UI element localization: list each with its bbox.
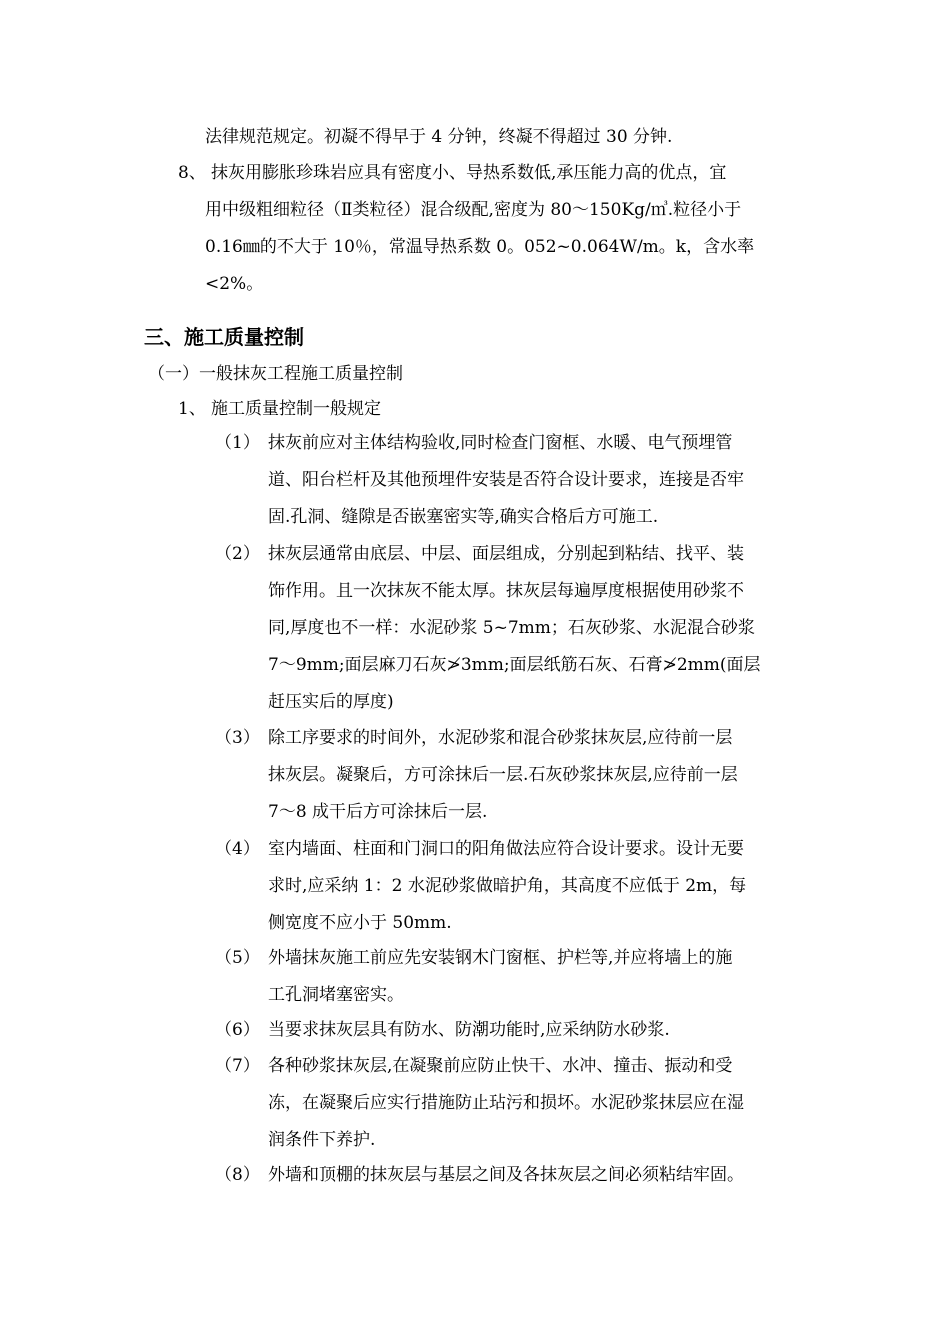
item-line: 赶压实后的厚度): [268, 692, 394, 712]
paragraph-line: 法律规范规定。初凝不得早于 4 分钟，终凝不得超过 30 分钟.: [205, 127, 673, 147]
item-number: （5）: [215, 948, 260, 968]
item-line: 外墙抹灰施工前应先安装钢木门窗框、护栏等,并应将墙上的施: [268, 948, 733, 968]
item-number: （4）: [215, 839, 260, 859]
item-line: 抹灰层。凝聚后，方可涂抹后一层.石灰砂浆抹灰层,应待前一层: [268, 765, 738, 785]
item-line: 固.孔洞、缝隙是否嵌塞密实等,确实合格后方可施工.: [268, 507, 659, 527]
section-heading: 三、施工质量控制: [144, 325, 304, 349]
item-line: 抹灰层通常由底层、中层、面层组成，分别起到粘结、找平、装: [268, 544, 744, 564]
paragraph-line: 用中级粗细粒径（Ⅱ类粒径）混合级配,密度为 80～150Kg/㎥.粒径小于: [205, 200, 742, 220]
item-line: 外墙和顶棚的抹灰层与基层之间及各抹灰层之间必须粘结牢固。: [268, 1165, 744, 1185]
item-line: 侧宽度不应小于 50mm.: [268, 913, 452, 933]
item-line: 求时,应采纳 1：2 水泥砂浆做暗护角，其高度不应低于 2m，每: [268, 876, 747, 896]
item-line: 工孔洞堵塞密实。: [268, 985, 404, 1005]
item-line: 7～8 成干后方可涂抹后一层.: [268, 802, 488, 822]
list-number: 1、: [178, 399, 206, 419]
item-line: 当要求抹灰层具有防水、防潮功能时,应采纳防水砂浆.: [268, 1020, 670, 1040]
subsection-heading: （一）一般抹灰工程施工质量控制: [148, 364, 403, 384]
list-number: 8、: [178, 163, 206, 183]
item-number: （2）: [215, 544, 260, 564]
item-line: 7～9mm;面层麻刀石灰≯3mm;面层纸筋石灰、石膏≯2mm(面层: [268, 655, 761, 675]
item-line: 同,厚度也不一样：水泥砂浆 5~7mm；石灰砂浆、水泥混合砂浆: [268, 618, 755, 638]
item-line: 室内墙面、柱面和门洞口的阳角做法应符合设计要求。设计无要: [268, 839, 744, 859]
paragraph-line: <2%。: [205, 274, 264, 294]
item-line: 饰作用。且一次抹灰不能太厚。抹灰层每遍厚度根据使用砂浆不: [268, 581, 744, 601]
item-number: （1）: [215, 433, 260, 453]
paragraph-line: 抹灰用膨胀珍珠岩应具有密度小、导热系数低,承压能力高的优点，宜: [211, 163, 727, 183]
item-line: 抹灰前应对主体结构验收,同时检查门窗框、水暖、电气预埋管: [268, 433, 733, 453]
item-line: 冻，在凝聚后应实行措施防止玷污和损坏。水泥砂浆抹层应在湿: [268, 1093, 744, 1113]
item-number: （3）: [215, 728, 260, 748]
item-line: 各种砂浆抹灰层,在凝聚前应防止快干、水冲、撞击、振动和受: [268, 1056, 733, 1076]
item-number: （6）: [215, 1020, 260, 1040]
paragraph-line: 0.16㎜的不大于 10％，常温导热系数 0。052~0.064W/m。k，含水率: [205, 237, 755, 257]
item-line: 除工序要求的时间外，水泥砂浆和混合砂浆抹灰层,应待前一层: [268, 728, 733, 748]
item-line: 道、阳台栏杆及其他预埋件安装是否符合设计要求，连接是否牢: [268, 470, 744, 490]
item-number: （7）: [215, 1056, 260, 1076]
rule-title: 施工质量控制一般规定: [211, 399, 381, 419]
item-number: （8）: [215, 1165, 260, 1185]
item-line: 润条件下养护.: [268, 1130, 376, 1150]
